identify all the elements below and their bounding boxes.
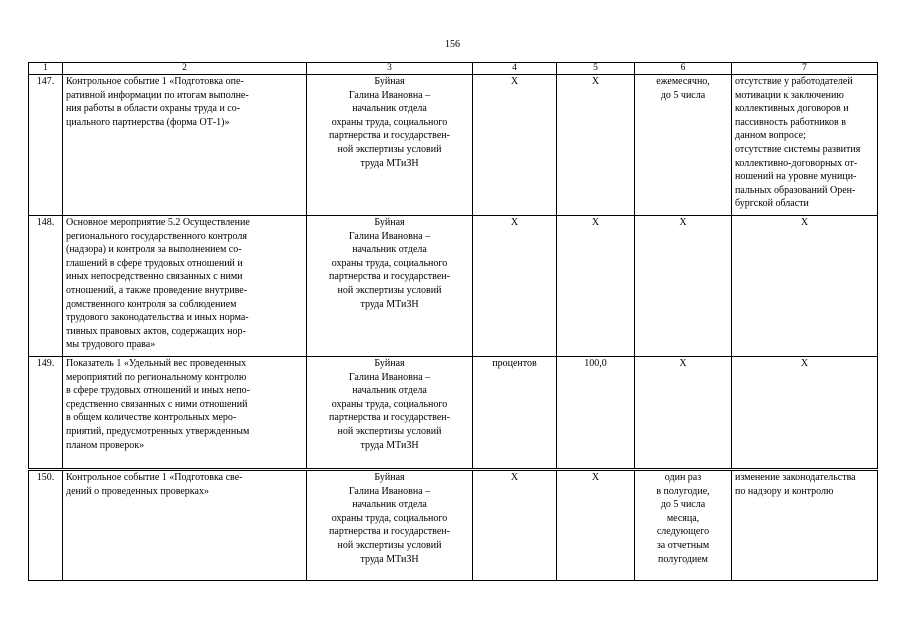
text-line: в полугодие,: [656, 485, 710, 497]
text-line: Буйная: [374, 76, 405, 87]
column-number-row: [29, 63, 878, 75]
text-line: X: [591, 217, 600, 228]
text-line: ной экспертизы условий: [337, 143, 442, 155]
text-line: охраны труда, социального: [331, 116, 448, 128]
risk-cell: [732, 216, 878, 357]
text-line: труда МТиЗН: [360, 157, 419, 169]
text-line: до 5 числа: [660, 89, 706, 101]
text-line: пассивность работников в: [735, 116, 846, 128]
text-line: Буйная: [374, 217, 405, 228]
text-line: глашений в сфере трудовых отношений и: [66, 257, 243, 269]
column-number: 5: [557, 63, 635, 75]
responsible-person: [307, 470, 473, 581]
text-line: X: [510, 76, 519, 87]
page-number: 156: [445, 39, 460, 50]
text-line: Галина Ивановна –: [348, 230, 431, 242]
column-number: 6: [635, 63, 732, 75]
text-line: тивных правовых актов, содержащих нор-: [66, 325, 246, 337]
text-line: полугодием: [658, 553, 708, 565]
text-line: циального партнерства (форма ОТ-1)»: [66, 116, 230, 128]
text-line: ной экспертизы условий: [337, 539, 442, 551]
text-line: X: [800, 358, 809, 369]
text-line: в сфере трудовых отношений и иных непо-: [66, 385, 250, 397]
unit-cell: [473, 216, 557, 357]
row-number: 148.: [29, 216, 63, 357]
text-line: регионального государственного контроля: [66, 230, 247, 242]
measure-name: [63, 75, 307, 216]
text-line: X: [591, 76, 600, 87]
text-line: в общем количестве контрольных меро-: [66, 412, 237, 424]
deadline-cell: [635, 357, 732, 470]
responsible-person: [307, 357, 473, 470]
value-cell: [557, 216, 635, 357]
column-number: 3: [307, 63, 473, 75]
text-line: иных непосредственно связанных с ними: [66, 271, 243, 283]
text-line: Буйная: [374, 358, 405, 369]
text-line: Показатель 1 «Удельный вес проведенных: [66, 358, 247, 369]
text-line: начальник отдела: [352, 499, 427, 511]
row-number: 147.: [29, 75, 63, 216]
deadline-cell: [635, 75, 732, 216]
text-line: охраны труда, социального: [331, 512, 448, 524]
text-line: мы трудового права»: [66, 339, 156, 351]
text-line: труда МТиЗН: [360, 553, 419, 565]
text-line: ния работы в области охраны труда и со-: [66, 103, 241, 115]
unit-cell: [473, 357, 557, 470]
text-line: следующего: [656, 526, 710, 538]
text-line: (надзора) и контроля за выполнением со-: [66, 244, 242, 256]
text-line: процентов: [492, 358, 537, 369]
text-line: X: [679, 217, 687, 228]
text-line: Буйная: [374, 472, 405, 483]
risk-cell: [732, 357, 878, 470]
text-line: X: [510, 472, 519, 483]
value-cell: [557, 470, 635, 581]
text-line: ративной информации по итогам выполне-: [66, 89, 249, 101]
value-cell: [557, 75, 635, 216]
measures-table: [28, 62, 878, 581]
measure-name: [63, 357, 307, 470]
text-line: партнерства и государствен-: [329, 526, 450, 538]
table-row: [29, 357, 878, 470]
risk-cell: [732, 470, 878, 581]
text-line: труда МТиЗН: [360, 439, 419, 451]
text-line: один раз: [664, 472, 702, 483]
text-line: до 5 числа: [660, 499, 706, 511]
text-line: ношений на уровне муници-: [735, 171, 857, 183]
text-line: партнерства и государствен-: [329, 130, 450, 142]
deadline-cell: [635, 470, 732, 581]
text-line: отсутствие у работодателей: [735, 76, 853, 87]
text-line: за отчетным: [656, 539, 710, 551]
text-line: охраны труда, социального: [331, 257, 448, 269]
text-line: отношений, а также проведение внутриве-: [66, 284, 248, 296]
measure-name: [63, 216, 307, 357]
text-line: партнерства и государствен-: [329, 412, 450, 424]
deadline-cell: [635, 216, 732, 357]
column-number: 2: [63, 63, 307, 75]
text-line: мотивации к заключению: [735, 89, 844, 101]
column-number: 7: [732, 63, 878, 75]
text-line: коллективно-договорных от-: [735, 157, 858, 169]
measure-name: [63, 470, 307, 581]
text-line: X: [591, 472, 600, 483]
value-cell: [557, 357, 635, 470]
text-line: начальник отдела: [352, 103, 427, 115]
text-line: изменение законодательства: [735, 472, 856, 483]
unit-cell: [473, 75, 557, 216]
text-line: труда МТиЗН: [360, 298, 419, 310]
text-line: X: [800, 217, 809, 228]
text-line: мероприятий по региональному контролю: [66, 371, 247, 383]
unit-cell: [473, 470, 557, 581]
text-line: ной экспертизы условий: [337, 284, 442, 296]
text-line: Галина Ивановна –: [348, 89, 431, 101]
text-line: X: [679, 358, 687, 369]
risk-cell: [732, 75, 878, 216]
text-line: Контрольное событие 1 «Подготовка све-: [66, 472, 243, 483]
text-line: средственно связанных с ними отношений: [66, 398, 248, 410]
table-row: [29, 216, 878, 357]
table-row: [29, 75, 878, 216]
row-number: 150.: [29, 470, 63, 581]
text-line: домственного контроля за соблюдением: [66, 298, 237, 310]
text-line: данном вопросе;: [735, 130, 806, 142]
row-number: 149.: [29, 357, 63, 470]
text-line: ной экспертизы условий: [337, 425, 442, 437]
text-line: начальник отдела: [352, 244, 427, 256]
text-line: по надзору и контролю: [735, 485, 834, 497]
text-line: пальных образований Орен-: [735, 184, 856, 196]
text-line: Галина Ивановна –: [348, 371, 431, 383]
text-line: охраны труда, социального: [331, 398, 448, 410]
text-line: ежемесячно,: [656, 76, 710, 87]
table-row: [29, 470, 878, 581]
text-line: Основное мероприятие 5.2 Осуществление: [66, 217, 250, 228]
text-line: месяца,: [666, 512, 700, 524]
text-line: Галина Ивановна –: [348, 485, 431, 497]
text-line: приятий, предусмотренных утвержденным: [66, 425, 250, 437]
text-line: дений о проведенных проверках»: [66, 485, 209, 497]
text-line: планом проверок»: [66, 439, 145, 451]
text-line: X: [510, 217, 519, 228]
text-line: 100,0: [584, 358, 607, 369]
responsible-person: [307, 216, 473, 357]
text-line: начальник отдела: [352, 385, 427, 397]
text-line: коллективных договоров и: [735, 103, 849, 115]
column-number: 4: [473, 63, 557, 75]
text-line: Контрольное событие 1 «Подготовка опе-: [66, 76, 244, 87]
column-number: 1: [29, 63, 63, 75]
text-line: отсутствие системы развития: [735, 143, 861, 155]
responsible-person: [307, 75, 473, 216]
text-line: трудового законодательства и иных норма-: [66, 312, 249, 324]
text-line: бургской области: [735, 198, 809, 210]
text-line: партнерства и государствен-: [329, 271, 450, 283]
